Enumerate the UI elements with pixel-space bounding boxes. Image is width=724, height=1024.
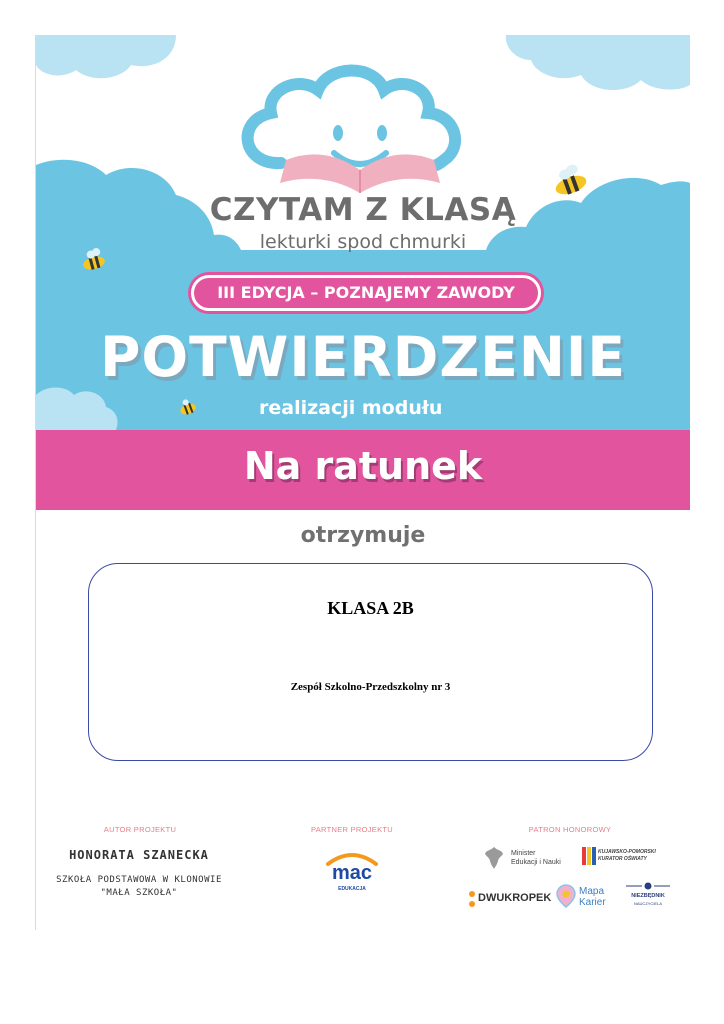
cloud-top-left [36, 35, 176, 78]
recipient-label: otrzymuje [300, 523, 426, 548]
author-school-line1: SZKOŁA PODSTAWOWA W KLONOWIE [56, 875, 222, 885]
mapa-line2: Karier [579, 897, 606, 908]
dwukropek-colon-icon [467, 890, 477, 908]
mac-logo [324, 850, 380, 896]
cloud-left-eye [333, 125, 343, 141]
class-name: KLASA 2B [327, 598, 414, 618]
module-band [36, 430, 690, 510]
mapa-karier-logo-text [579, 886, 606, 908]
recipient-box [88, 563, 653, 761]
author-school [40, 874, 238, 900]
cloud-top-right [506, 35, 690, 90]
brand-title: CZYTAM Z KLASĄ [209, 192, 517, 228]
header-banner [36, 35, 690, 430]
minister-logo-text [511, 849, 561, 867]
mapa-line1: Mapa [579, 886, 605, 897]
eagle-emblem-icon [483, 845, 505, 871]
author-name: HONORATA SZANECKA [69, 848, 209, 862]
mac-logo-text: mac [331, 862, 373, 884]
module-name: Na ratunek [243, 444, 483, 488]
niezbednik-logo-sub: NAUCZYCIELA [633, 901, 662, 906]
patron-heading: PATRON HONOROWY [528, 825, 612, 834]
brand-subtitle: lekturki spod chmurki [259, 231, 467, 253]
certificate-title: POTWIERDZENIE [100, 325, 626, 389]
niezbednik-badge-icon [626, 881, 670, 891]
kurator-flag-icon [582, 847, 596, 865]
mac-logo-sub: EDUKACJA [338, 886, 366, 892]
mapa-karier-pin-icon [556, 884, 576, 908]
partner-heading: PARTNER PROJEKTU [310, 825, 394, 834]
smiling-cloud-outline [248, 70, 456, 166]
kurator-logo-text: KUJAWSKO-POMORSKI KURATOR OŚWIATY [598, 849, 656, 862]
author-school-line2: "MAŁA SZKOŁA" [100, 888, 178, 898]
author-heading: AUTOR PROJEKTU [103, 825, 177, 834]
edition-badge: III EDYCJA – POZNAJEMY ZAWODY [191, 275, 541, 311]
minister-line2: Edukacji i Nauki [511, 859, 561, 866]
certificate-subtitle: realizacji modułu [259, 397, 443, 419]
dwukropek-logo-text: DWUKROPEK [478, 892, 552, 904]
minister-line1: Minister [511, 850, 536, 857]
cloud-right-eye [377, 125, 387, 141]
niezbednik-logo-text: NIEZBĘDNIK [631, 893, 665, 899]
school-name: Zespół Szkolno-Przedszkolny nr 3 [290, 681, 451, 693]
